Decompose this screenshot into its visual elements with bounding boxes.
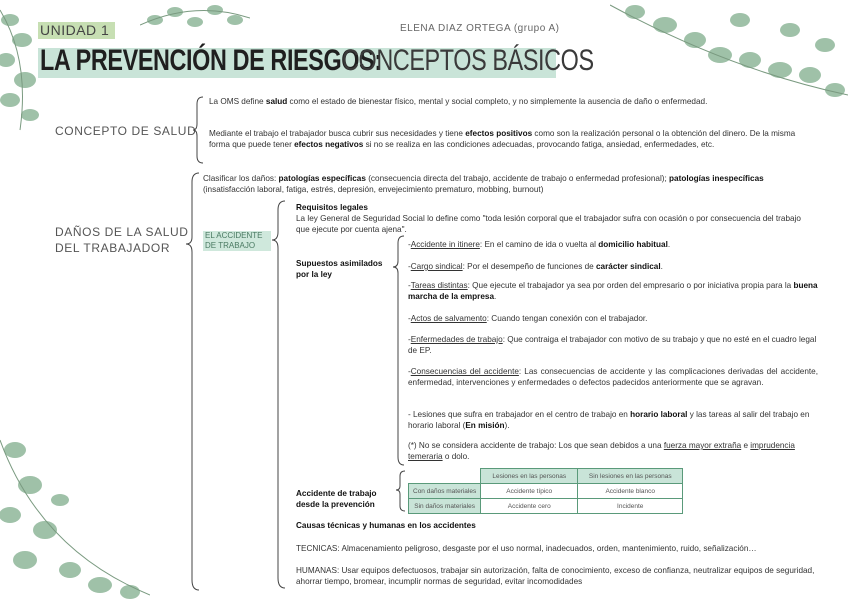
table-cell: Accidente típico xyxy=(481,484,578,499)
table-cell: Incidente xyxy=(578,499,683,514)
supuesto-in-itinere: -Accidente in itinere: En el camino de ida o vuelta al domicilio habitual. xyxy=(408,240,671,249)
table-row-header: Sin daños materiales xyxy=(409,499,481,514)
table-cell: Accidente cero xyxy=(481,499,578,514)
danos-brace xyxy=(186,172,200,592)
supuesto-actos-salvamento: -Actos de salvamento: Cuando tengan conexión con el trabajador. xyxy=(408,314,648,323)
causas-tecnicas: TECNICAS: Almacenamiento peligroso, desgaste por el uso normal, inadecuados, orden, mantenimiento, ruido, señalización… xyxy=(296,544,757,553)
supuestos-brace xyxy=(393,235,405,467)
causas-humanas: HUMANAS: Usar equipos defectuosos, trabajar sin autorización, falta de conocimiento, exceso de confianza, neutralizar equipos de seguridad, ahorrar tiempo, bromear, incumplir normas de seguridad, evitar incomodidades xyxy=(296,566,815,586)
requisitos-legales-text: La ley General de Seguridad Social lo define como "toda lesión corporal que el trabajador sufra con ocasión o por consecuencia del trabajo que ejecute por cuenta ajena". xyxy=(296,214,801,234)
table-col-header: Sin lesiones en las personas xyxy=(578,469,683,484)
accidente-brace xyxy=(272,200,286,590)
table-col-header: Lesiones en las personas xyxy=(481,469,578,484)
prevencion-brace xyxy=(396,470,406,512)
accidente-clasificacion-table xyxy=(408,468,683,514)
eucalyptus-leaves-top-right-decoration xyxy=(610,0,848,110)
eucalyptus-leaves-top-center-decoration xyxy=(140,0,250,40)
table-corner-cell xyxy=(409,469,481,484)
supuesto-lesiones-horario: - Lesiones que sufra en trabajador en el centro de trabajo en horario laboral y las tareas al salir del trabajo en horario laboral (En misión). xyxy=(408,410,810,430)
table-row-header: Con daños materiales xyxy=(409,484,481,499)
concepto-brace xyxy=(193,96,205,164)
causas-title: Causas técnicas y humanas en los accidentes xyxy=(296,521,476,530)
supuestos-asimilados-title: Supuestos asimilados por la ley xyxy=(296,259,383,279)
accidente-prevencion-title: Accidente de trabajo desde la prevención xyxy=(296,489,377,509)
unit-label: UNIDAD 1 xyxy=(38,22,115,39)
danos-salud-label: DAÑOS DE LA SALUD DEL TRABAJADOR xyxy=(55,225,189,255)
page-title-sub: CONCEPTOS BÁSICOS xyxy=(342,44,594,77)
table-cell: Accidente blanco xyxy=(578,484,683,499)
supuesto-tareas-distintas: -Tareas distintas: Que ejecute el trabajador ya sea por orden del empresario o por iniciativa propia para la buena marcha de la empresa. xyxy=(408,281,818,301)
page-title-main: LA PREVENCIÓN DE RIESGOS: xyxy=(40,44,382,77)
supuesto-cargo-sindical: -Cargo sindical: Por el desempeño de funciones de carácter sindical. xyxy=(408,262,663,271)
concepto-salud-label: CONCEPTO DE SALUD xyxy=(55,124,197,138)
accidente-trabajo-tag: EL ACCIDENTE DE TRABAJO xyxy=(203,231,271,251)
requisitos-legales-title: Requisitos legales xyxy=(296,203,368,212)
no-accidente-note: (*) No se considera accidente de trabajo: Los que sean debidos a una fuerza mayor extraña e imprudencia temeraria o dolo. xyxy=(408,441,795,461)
supuesto-consecuencias-accidente: -Consecuencias del accidente: Las consecuencias de accidente y las complicaciones derivadas del accidente, enfermedad, intervenciones y enfermedades o defectos padecidos anteriormente que se agravan. xyxy=(408,367,818,387)
eucalyptus-leaves-bottom-left-decoration xyxy=(0,430,150,599)
concepto-paragraph-1: La OMS define salud como el estado de bienestar físico, mental y social completo, y no simplemente la ausencia de daño o enfermedad. xyxy=(209,97,708,106)
concepto-paragraph-2: Mediante el trabajo el trabajador busca cubrir sus necesidades y tiene efectos positivos como son la realización personal o la obtención del dinero. De la misma forma que puede tener efectos negativos si no se realiza en las condiciones adecuadas, provocando fatiga, ansiedad, enfermedades, etc. xyxy=(209,129,796,149)
author-name: ELENA DIAZ ORTEGA (grupo A) xyxy=(400,23,560,34)
supuesto-enfermedades-trabajo: -Enfermedades de trabajo: Que contraiga el trabajador con motivo de su trabajo y que no esté en el cuadro legal de EP. xyxy=(408,335,817,355)
clasificacion-danos-text: Clasificar los daños: patologías específicas (consecuencia directa del trabajo, accidente de trabajo o enfermedad profesional); patologías inespecíficas (insatisfacción laboral, fatiga, estrés, depresión, envejecimiento prematuro, mobbing, burnout) xyxy=(203,174,764,194)
